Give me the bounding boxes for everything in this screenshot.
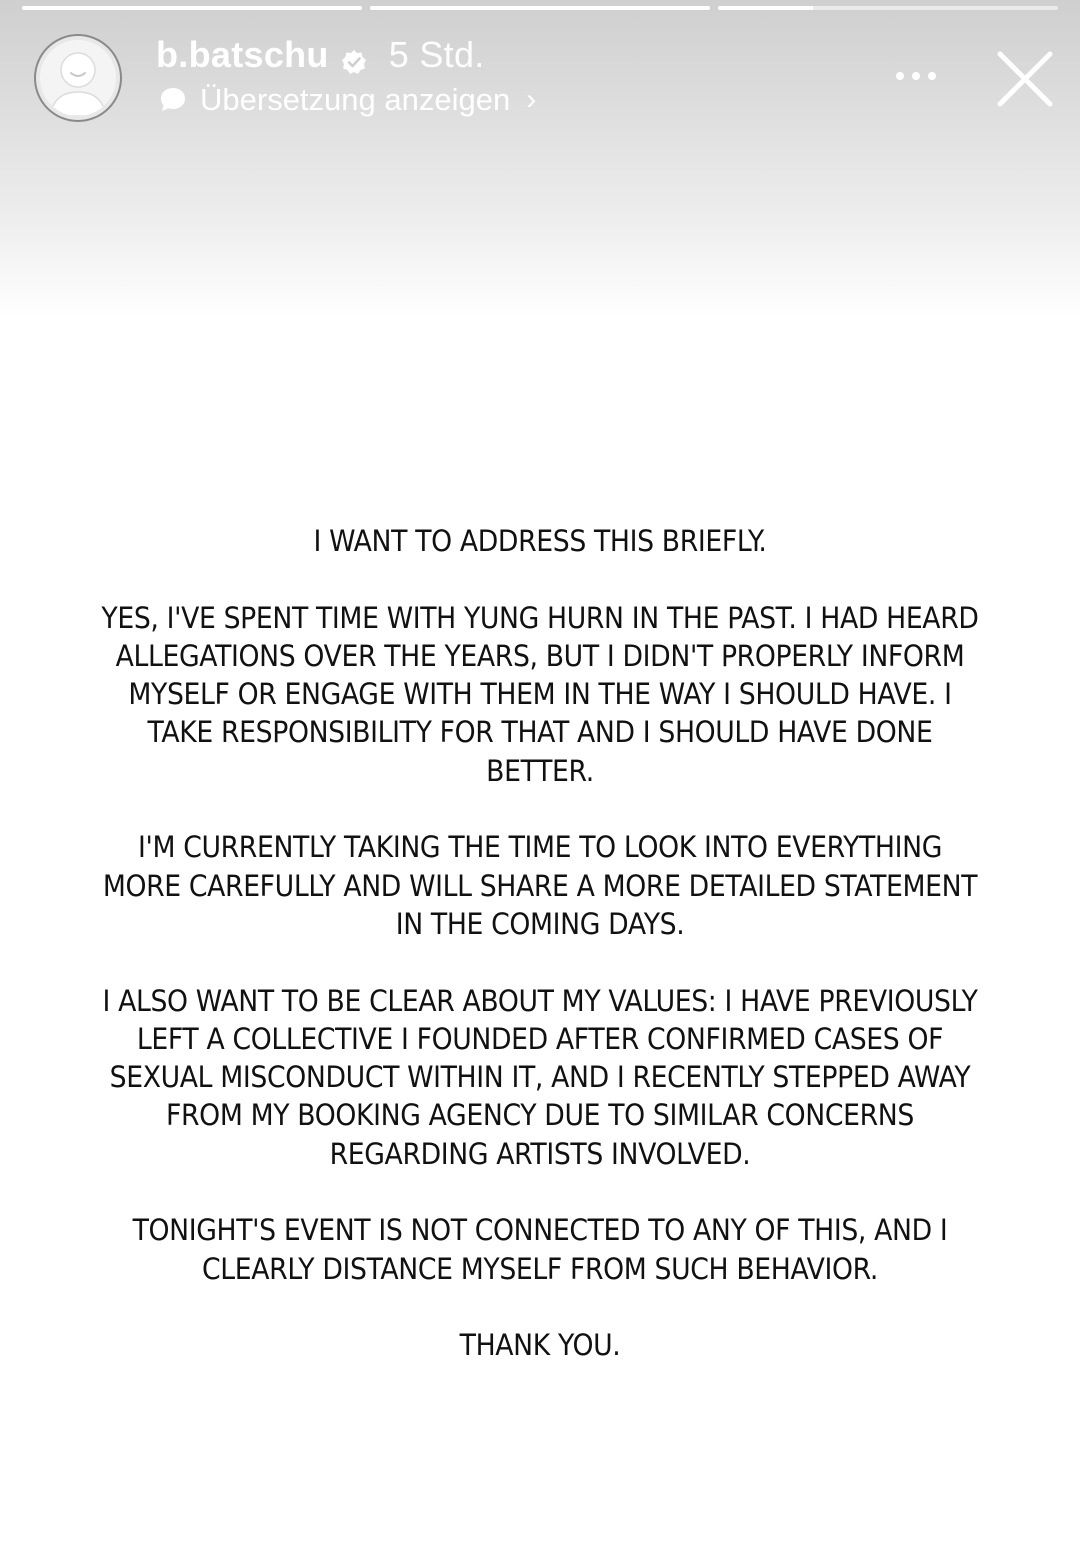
- story-progress-segment: [22, 6, 362, 10]
- story-progress-fill: [22, 6, 362, 10]
- story-progress-segment: [718, 6, 1058, 10]
- statement-paragraph: I'M CURRENTLY TAKING THE TIME TO LOOK INTO EVERYTHING MORE CAREFULLY AND WILL SHARE A MORE DETAILED STATEMENT IN THE COMING DAYS.: [102, 830, 978, 941]
- more-dot: [912, 72, 920, 80]
- translate-link[interactable]: [158, 82, 536, 118]
- story-user-info: [156, 34, 485, 76]
- statement-paragraph: YES, I'VE SPENT TIME WITH YUNG HURN IN THE PAST. I HAD HEARD ALLEGATIONS OVER THE YEARS, BUT I DIDN'T PROPERLY INFORM MYSELF OR ENGAGE WITH THEM IN THE WAY I SHOULD HAVE. I TAKE RESPONSIBILITY FOR THAT AND I SHOULD HAVE DONE BETTER.: [101, 600, 979, 788]
- more-dots-icon[interactable]: [886, 58, 946, 94]
- verified-badge-icon: [341, 42, 367, 68]
- close-icon[interactable]: [990, 44, 1060, 114]
- story-progress-fill: [370, 6, 710, 10]
- avatar-face-icon: [40, 40, 116, 116]
- translate-label: Übersetzung anzeigen: [200, 82, 511, 117]
- statement-paragraph: THANK YOU.: [459, 1328, 621, 1363]
- statement-text: [98, 522, 981, 1365]
- statement-paragraph: I WANT TO ADDRESS THIS BRIEFLY.: [313, 524, 767, 558]
- story-progress-bar: [22, 6, 1058, 10]
- story-progress-segment: [370, 6, 710, 10]
- statement-paragraph: TONIGHT'S EVENT IS NOT CONNECTED TO ANY OF THIS, AND I CLEARLY DISTANCE MYSELF FROM SUCH BEHAVIOR.: [132, 1213, 948, 1286]
- avatar[interactable]: [34, 34, 122, 122]
- more-dot: [928, 72, 936, 80]
- more-dot: [896, 72, 904, 80]
- chevron-right-icon: ›: [526, 83, 537, 116]
- speech-bubble-icon: [158, 85, 188, 115]
- story-progress-fill: [718, 6, 813, 10]
- statement-paragraph: I ALSO WANT TO BE CLEAR ABOUT MY VALUES: I HAVE PREVIOUSLY LEFT A COLLECTIVE I FOUNDED AFTER CONFIRMED CASES OF SEXUAL MISCONDUCT WITHIN IT, AND I RECENTLY STEPPED AWAY FROM MY BOOKING AGENCY DUE TO SIMILAR CONCERNS REGARDING ARTISTS INVOLVED.: [102, 983, 978, 1171]
- username-link[interactable]: b.batschu: [156, 34, 329, 75]
- story-time-ago: 5 Std.: [388, 34, 485, 75]
